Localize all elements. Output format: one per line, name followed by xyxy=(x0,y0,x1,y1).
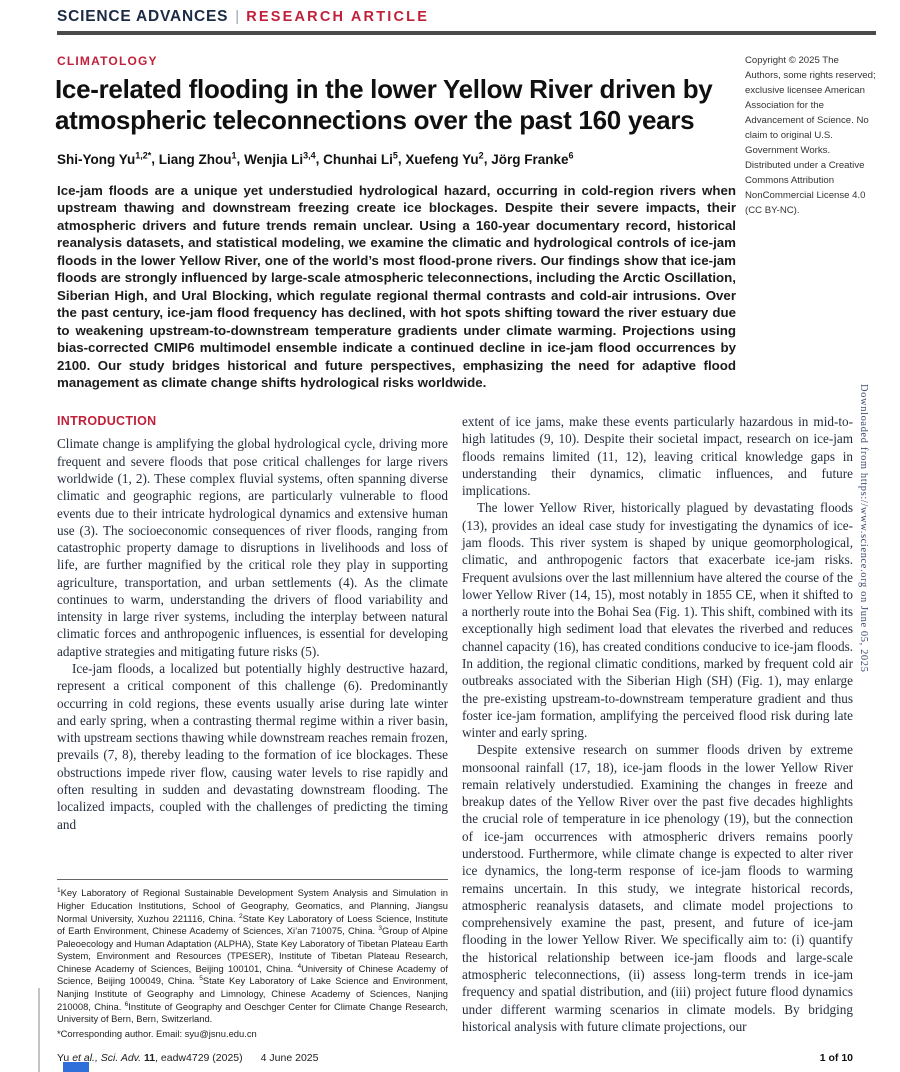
right-column xyxy=(462,413,853,1050)
citation-rest: , eadw4729 (2025) xyxy=(155,1052,243,1064)
header-rule xyxy=(57,31,876,35)
copyright-notice: Copyright © 2025 The Authors, some rights reserved; exclusive licensee American Association for the Advancement of Science. No claim to original U.S. Government Works. Distributed under a Creative Commons Attribution NonCommercial License 4.0 (CC BY-NC). xyxy=(745,55,876,216)
affiliations-text: $^1$Key Laboratory of Regional Sustainable Development System Analysis and Simulation in Higher Education Institutions, School of Geography, Geomatics, and Planning, Jiangsu Normal University, Xuzhou 221116, China. $^2$State Key Laboratory of Loess Science, Institute of Earth Environment, Chinese Academy of Sciences, Xi’an 710075, China. $^3$Group of Alpine Paleoecology and Human Adaptation (ALPHA), State Key Laboratory of Tibetan Plateau Earth System, Environment and Resources (TPESER), Institute of Tibetan Plateau Research, Chinese Academy of Sciences, Beijing 100101, China. $^4$University of Chinese Academy of Science, Beijing 100049, China. $^5$State Key Laboratory of Lake Science and Environment, Nanjing Institute of Geography and Limnology, Chinese Academy of Sciences, Nanjing 210008, China. $^6$Institute of Geography and Oeschger Center for Climate Change Research, University of Bern, Bern, Switzerland. xyxy=(57,887,449,1025)
section-label: CLIMATOLOGY xyxy=(57,54,158,68)
author-name: Shi-Yong $Yu^{1,2*}$ xyxy=(57,150,152,167)
author-name: Jörg Franke$^6$ xyxy=(491,150,574,167)
download-watermark: Downloaded from https://www.science.org on June 05, 2025 xyxy=(858,384,869,673)
author-name: Xuefeng Yu$^2$ xyxy=(405,150,484,167)
body-paragraph: extent of ice jams, make these events particularly hazardous in mid-to-high latitudes (9, 10). Despite their societal impact, research on ice-jam floods remains limited (11, 12), leaving critical knowledge gaps in understanding their dynamics, climatic influences, and future implications. xyxy=(462,414,853,499)
journal-name: SCIENCE ADVANCES xyxy=(57,8,229,25)
body-paragraph: Despite extensive research on summer floods driven by extreme monsoonal rainfall (17, 18), ice-jam floods in the lower Yellow River remain relatively understudied. Examining the changes in freeze and breakup dates of the Yellow River over the past five decades highlights the crucial role of temperature in ice phenology (19), but the connection of ice-jam occurrences with atmospheric drivers remains poorly understood. Furthermore, while climate change is expected to alter river ice dynamics, the long-term response of ice-jam floods to warming remains uncertain. In this study, we integrate historical records, atmospheric reanalysis datasets, and climate model projections to comprehensively examine the past, present, and future of ice-jam flooding in the lower Yellow River. We specifically aim to: (i) quantify the historical relationship between ice-jam floods and large-scale atmospheric teleconnections, (ii) assess long-term trends in ice-jam frequency and spatial distribution, and (iii) project future flood dynamics under different warming scenarios in climate models. By bridging historical analysis with future climate projections, our xyxy=(462,742,853,1034)
citation-etal: et al. xyxy=(72,1052,95,1064)
citation-date: 4 June 2025 xyxy=(260,1052,319,1064)
footer-citation xyxy=(57,1052,318,1064)
author-name: Liang Zhou$^1$ xyxy=(158,150,237,167)
footnote-block xyxy=(57,879,448,1040)
left-column-paragraphs xyxy=(57,435,448,832)
body-paragraph: Climate change is amplifying the global hydrological cycle, driving more frequent and severe floods that pose critical challenges for large rivers worldwide (1, 2). These complex fluvial systems, often spanning diverse climatic and geographic regions, are particularly vulnerable to flood events due to their intricate hydrological dynamics and extensive human use (3). The socioeconomic consequences of river floods, ranging from catastrophic property damage to disruptions in livelihoods and loss of life, are further magnified by the critical role they play in supporting agriculture, transportation, and urban settlements (4). As the climate continues to warm, understanding the drivers of flood variability and intensity in large river systems, including the interplay between natural climatic forces and anthropogenic influences, is essential for developing adaptive strategies and mitigating future risks (5). xyxy=(57,436,448,659)
body-columns xyxy=(57,413,853,1050)
citation-author: Yu xyxy=(57,1052,73,1064)
journal-header xyxy=(57,8,429,26)
footnote-rule xyxy=(57,879,448,880)
page-edge-line xyxy=(38,988,40,1072)
citation-journal: , Sci. Adv. xyxy=(94,1052,144,1064)
body-paragraph: The lower Yellow River, historically plagued by devastating floods (13), provides an ideal case study for investigating the dynamics of ice-jam floods. This river system is shaped by unique geomorphological, climatic, and anthropogenic factors that exacerbate ice-jam risks. Frequent avulsions over the last millennium have altered the course of the lower Yellow River (14, 15), most notably in 1855 CE, when it shifted to a northerly route into the Bohai Sea (Fig. 1). This shift, combined with its exceptionally high sediment load that elevates the riverbed and reduces channel capacity (16), has created conditions conducive to ice-jam floods. In addition, the regional climatic conditions, marked by frequent cold air outbreaks associated with the Siberian High (SH) (Fig. 1), may enlarge the pre-existing upstream-to-downstream temperature gradient and thus foster ice-jam formation, amplifying the perceived flood risk during late winter and early spring. xyxy=(462,500,853,741)
paper-title: Ice-related flooding in the lower Yellow River driven by atmospheric teleconnections over the past 160 years xyxy=(55,74,713,135)
corresponding-author-note: *Corresponding author. Email: syu@jsnu.edu.cn xyxy=(57,1027,257,1039)
author-name: Wenjia Li$^{3,4}$ xyxy=(244,150,316,167)
body-paragraph: Ice-jam floods, a localized but potentially highly destructive hazard, represent a critical component of this challenge (6). Predominantly occurring in cold regions, these events usually arise during late winter and early spring, when a contrasting thermal regime within a river basin, with upstream sections thawing while downstream reaches remain frozen, prevails (7, 8), thereby leading to the formation of ice blockages. These obstructions impede river flow, causing water levels to rise rapidly and often resulting in sudden and devastating downstream flooding. The localized impacts, coupled with the challenges of predicting the timing and xyxy=(57,661,448,832)
header-divider: | xyxy=(235,8,240,25)
author-name: Chunhai Li$^5$ xyxy=(323,150,398,167)
right-column-paragraphs xyxy=(462,413,853,1035)
page-number: 1 of 10 xyxy=(819,1052,853,1064)
author-list: Shi-Yong $Yu^{1,2*}$, Liang Zhou$^1$, Wenjia Li$^{3,4}$, Chunhai Li$^5$, Xuefeng Yu$^2$, Jörg Franke$^6$ xyxy=(57,150,574,167)
article-type-label: RESEARCH ARTICLE xyxy=(246,9,430,25)
citation-volume: 11 xyxy=(143,1052,156,1064)
abstract-text: Ice-jam floods are a unique yet understudied hydrological hazard, occurring in cold-region rivers when upstream thawing and downstream freezing create ice blockages. Despite their severe impacts, their atmospheric drivers and future trends remain unclear. Using a 160-year documentary record, historical reanalysis datasets, and statistical modeling, we examine the climatic and hydrological controls of ice-jam floods in the lower Yellow River, one of the world’s most flood-prone rivers. Our findings show that ice-jam floods are strongly influenced by large-scale atmospheric teleconnections, including the Arctic Oscillation, Siberian High, and Ural Blocking, which regulate regional thermal contrasts and cold-air intrusions. Over the past century, ice-jam flood frequency has declined, with hot spots shifting toward the river estuary due to weakening upstream-to-downstream temperature gradients under climate warming. Projections using bias-corrected CMIP6 multimodel ensemble indicate a continued decline in ice-jam flood occurrences by 2100. Our study bridges historical and future perspectives, emphasizing the need for adaptive flood management as climate change shifts hydrological risks worldwide. xyxy=(57,183,736,391)
introduction-heading: INTRODUCTION xyxy=(57,414,157,428)
left-column xyxy=(57,413,448,1050)
